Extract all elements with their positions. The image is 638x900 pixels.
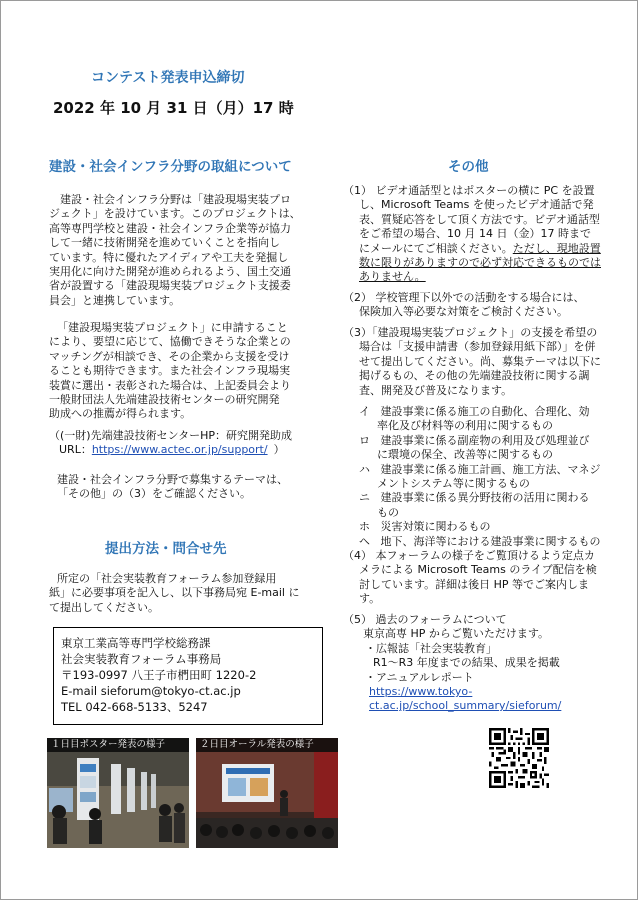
actec-support-link[interactable]: https://www.actec.or.jp/support/ [91,443,268,457]
text-line: 紙」に必要事項を記入し、以下事務局宛 E-mail に [49,586,300,600]
annual-report-link[interactable]: https://www.tokyo- [369,685,473,699]
text-line: （3）「建設現場実装プロジェクト」の支援を希望の [343,326,598,339]
contact-email[interactable]: E-mail sieforum@tokyo-ct.ac.jp [61,684,241,698]
other-item-4 [343,549,613,607]
text-line: て提出してください。 [49,600,159,614]
text-line: にメールにてご相談ください。 [359,241,513,255]
oral-photo-caption: ２日目オーラル発表の様子 [196,738,338,752]
text-line: により、要望に応じて、協働できそうな企業との [49,335,291,349]
section-title-submission: 提出方法・問合せ先 [105,541,227,557]
text-line: し、Microsoft Teams を使ったビデオ通話で発 [359,198,594,212]
text-line: 一般財団法人先端建設技術センターの研究開発 [49,393,280,407]
annual-report-link[interactable]: ct.ac.jp/school_summary/sieforum/ [369,699,562,713]
theme-item: イ 建設事業に係る施工の自動化、合理化、効 率化及び材料等の利用に関するもの [359,405,590,433]
item1-note-underlined: 数に限りがありますので必ず対応できるものでは [359,256,601,270]
url-suffix: ） [273,443,285,457]
text-line: 実用化に向けた開発が進められるよう、国土交通 [49,265,291,279]
text-line: ることも期待できます。また社会インフラ現場実 [49,364,291,378]
text-line: 東京高専 HP からご覧いただけます。 [363,627,550,641]
oral-session-image [196,738,338,848]
text-line: （2） 学校管理下以外での活動をする場合には、 [343,291,585,304]
text-line: 省が設置する「建設現場実装プロジェクト支援委 [49,279,291,293]
text-line: をご希望の場合、10 月 14 日（金）17 時まで [359,227,591,241]
infra-paragraph-1 [49,193,309,308]
poster-session-photo [47,738,189,848]
contact-office: 社会実装教育フォーラム事務局 [61,652,222,666]
poster-session-image [47,738,189,848]
other-item-2 [343,291,613,320]
section-title-other: その他 [448,159,489,175]
other-item-1 [343,184,613,285]
text-line: して一緒に技術開発を進めていくことを指向し [49,236,280,250]
infra-paragraph-3 [49,473,311,502]
text-line: す。 [359,592,381,606]
deadline-date: 2022 年 10 月 31 日（月）17 時 [53,99,294,117]
text-line: 「建設現場実装プロジェクト」に申請すること [57,321,288,334]
text-line: 査、開発及び普及になります。 [359,383,513,397]
url-prefix: URL： [59,443,92,457]
item1-note-underlined: ありません。 [359,270,426,284]
theme-item: ホ 災害対策に関わるもの [359,520,491,534]
theme-item: ロ 建設事業に係る副産物の利用及び処理並び に環境の保全、改善等に関するもの [359,433,590,462]
poster-photo-caption: １日目ポスター発表の様子 [47,738,189,752]
section-title-infra: 建設・社会インフラ分野の取組について [49,159,292,175]
text-line: 場合は「支援申請書（参加登録用紙下部）」を併 [359,340,596,354]
text-line: 所定の「社会実装教育フォーラム参加登録用 [57,572,277,585]
text-line: ています。特に優れたアイディアや工夫を発掘し [49,250,289,264]
text-line: マッチングが相談でき、その企業から支援を受け [49,349,290,363]
text-line: 掲げるもの、その他の先端建設技術に関する調 [359,369,590,383]
submission-paragraph [49,572,311,615]
text-line: R1～R3 年度までの結果、成果を掲載 [373,656,560,670]
theme-item: ヘ 地下、海洋等における建設事業に関するもの [359,534,601,548]
text-line: 保険加入等必要な対策をご検討ください。 [359,305,568,319]
text-line: 高等専門学校と建設・社会インフラ企業等が協力 [49,221,291,235]
text-line: 建設・社会インフラ分野は「建設現場実装プロ [60,193,291,206]
text-line: 表、質疑応答をして頂く方法です。ビデオ通話型 [359,212,600,226]
other-item-5 [343,613,613,714]
text-line: せて提出してください。尚、募集テーマは以下に [359,354,601,368]
deadline-heading: コンテスト発表申込締切 [91,70,245,86]
text-line: 装賞に選出・表彰された場合は、上記委員会より [49,378,291,392]
reference-line: （(一財)先端建設技術センターHP：研究開発助成 [49,429,293,442]
contact-address: 〒193-0997 八王子市椚田町 1220-2 [61,668,257,682]
text-line: （4） 本フォーラムの様子をご覧頂けるよう定点カ [343,549,595,562]
theme-item: ハ 建設事業に係る施工計画、施工方法、マネジ メントシステム等に関するもの [359,462,601,491]
contact-org: 東京工業高等専門学校総務課 [61,636,211,650]
other-item-3 [343,326,613,398]
contact-tel: TEL 042-668-5133、5247 [61,700,208,714]
text-line: （5） 過去のフォーラムについて [343,613,507,626]
text-line: （1） ビデオ通話型とはポスターの横に PC を設置 [343,184,595,197]
text-line: ・広報誌「社会実装教育」 [365,641,497,655]
text-line: 員会」と連携しています。 [49,293,181,307]
infra-paragraph-2 [49,321,311,422]
qr-code-icon[interactable] [489,728,549,788]
text-line: 「その他」の（3）をご確認ください。 [57,487,251,501]
text-line: ジェクト」を設けています。このプロジェクトは、 [49,207,301,221]
text-line: 建設・社会インフラ分野で募集するテーマは、 [57,473,288,486]
actec-reference [49,429,311,458]
text-line: 討しています。詳細は後日 HP 等でご案内しま [359,577,590,591]
text-line: ・アニュアルレポート [365,670,474,684]
theme-list [359,405,617,549]
text-line: 助成への推薦が得られます。 [49,407,192,421]
item1-note-underlined: ただし、現地設置 [512,241,601,255]
text-line: メラによる Microsoft Teams のライブ配信を検 [359,563,597,577]
contact-box [53,627,323,725]
oral-session-photo [196,738,338,848]
theme-item: ニ 建設事業に係る異分野技術の活用に関わる もの [359,491,590,519]
